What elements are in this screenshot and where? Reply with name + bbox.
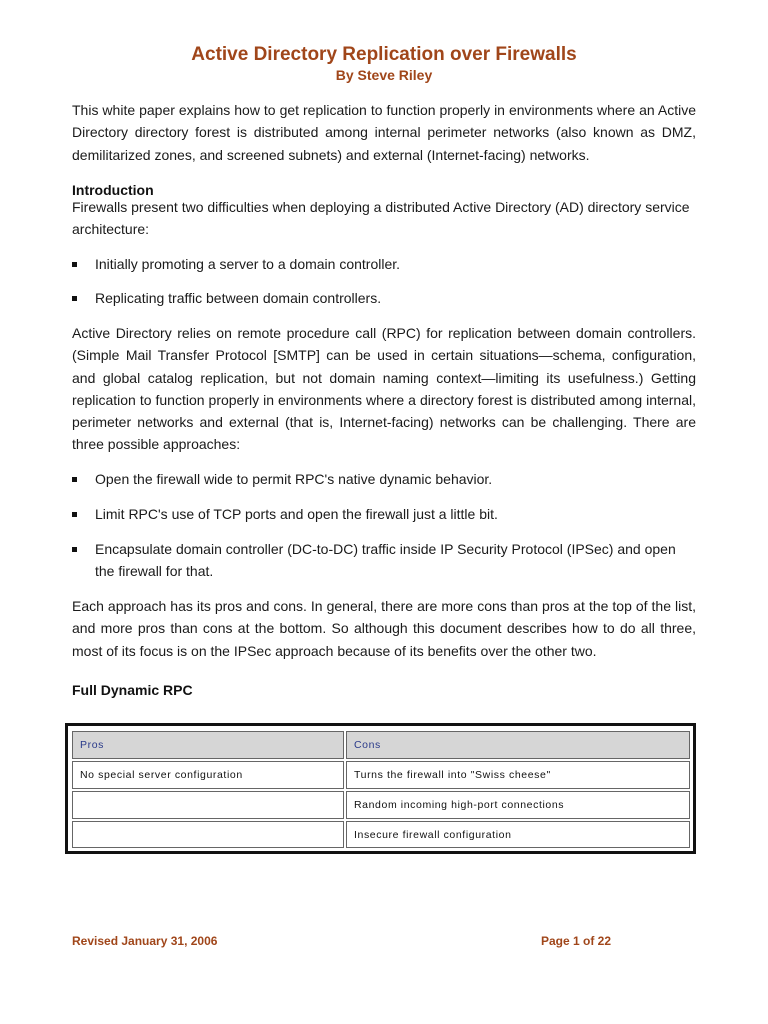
introduction-heading: Introduction — [72, 182, 154, 198]
closing-paragraph: Each approach has its pros and cons. In general, there are more cons than pros at the top of the list, and more pros than cons at the bottom. So although this document describes how to do all three, most of its focus is on the IPSec approach because of its benefits over the other two. — [72, 598, 696, 659]
bullet-marker — [72, 512, 77, 517]
section-heading: Full Dynamic RPC — [72, 682, 193, 698]
list-item — [72, 538, 696, 583]
table-cell: Turns the firewall into "Swiss cheese" — [346, 761, 690, 789]
table-cell: No special server configuration — [72, 761, 344, 789]
list-item-text: Encapsulate domain controller (DC-to-DC) traffic inside IP Security Protocol (IPSec) and open the firewall for that. — [95, 541, 676, 580]
table-header-pros: Pros — [72, 731, 344, 759]
bullet-marker — [72, 477, 77, 482]
pros-cons-table — [65, 723, 696, 854]
list-item — [72, 253, 696, 275]
list-item — [72, 468, 696, 490]
list-item-text: Initially promoting a server to a domain controller. — [95, 256, 401, 272]
bullet-marker — [72, 262, 77, 267]
list-item — [72, 503, 696, 525]
table-cell — [72, 791, 344, 819]
list-item — [72, 287, 696, 309]
footer-revised: Revised January 31, 2006 — [72, 934, 218, 948]
document-author: By Steve Riley — [335, 67, 433, 83]
bullet-marker — [72, 547, 77, 552]
list-item-text: Limit RPC's use of TCP ports and open the firewall just a little bit. — [95, 506, 498, 522]
intro-paragraph: This white paper explains how to get replication to function properly in environments where an Active Directory directory forest is distributed among internal perimeter networks (also known as DMZ, demilitarized zones, and screened subnets) and external (Internet-facing) networks. — [72, 102, 696, 163]
footer-page-number: Page 1 of 22 — [541, 934, 612, 948]
table-header-cons: Cons — [346, 731, 690, 759]
introduction-paragraph: Firewalls present two difficulties when deploying a distributed Active Directory (AD) directory service architecture: — [72, 199, 690, 238]
document-title: Active Directory Replication over Firewalls — [191, 44, 577, 65]
bullet-marker — [72, 296, 77, 301]
list-item-text: Open the firewall wide to permit RPC's native dynamic behavior. — [95, 471, 493, 487]
table-cell — [72, 821, 344, 848]
rpc-paragraph: Active Directory relies on remote procedure call (RPC) for replication between domain controllers. (Simple Mail Transfer Protocol [SMTP] can be used in certain situations—schema, configuration, and global catalog replication, but not domain naming context—limiting its usefulness.) Getting replication to function properly in environments where a directory forest is distributed among internal, perimeter networks and external (that is, Internet-facing) networks can be challenging. There are three possible approaches: — [72, 325, 696, 453]
table-cell: Insecure firewall configuration — [346, 821, 690, 848]
table-cell: Random incoming high-port connections — [346, 791, 690, 819]
list-item-text: Replicating traffic between domain controllers. — [95, 290, 382, 306]
